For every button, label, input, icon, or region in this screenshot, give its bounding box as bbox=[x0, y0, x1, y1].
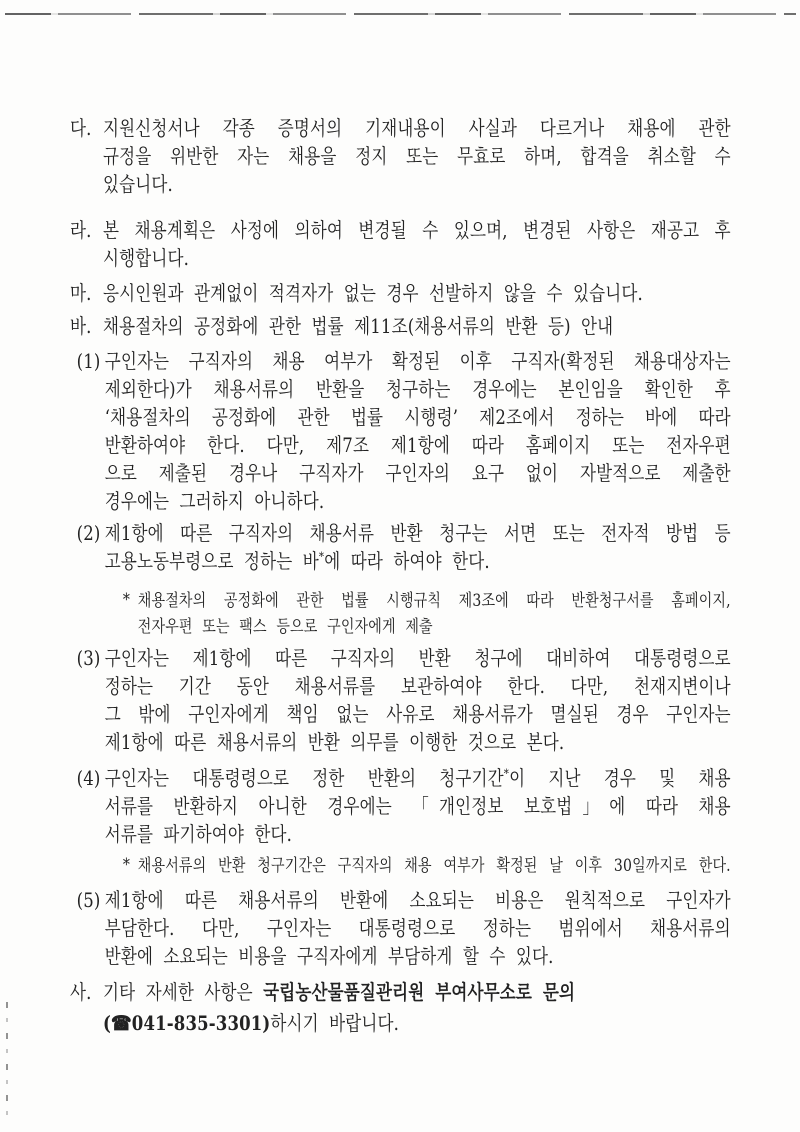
item-sub1-body bbox=[105, 347, 731, 515]
text-line: 채용서류의 반환 청구기간은 구직자의 채용 여부가 확정된 날 이후 30일까지로 한다. bbox=[137, 856, 731, 876]
item-ba-body bbox=[103, 312, 731, 340]
item-sub5-body bbox=[105, 886, 731, 970]
item-sub2-marker: (2) bbox=[76, 521, 101, 545]
text-line: 채용절차의 공정화에 관한 법률 시행규칙 제3조에 따라 반환청구서를 홈페이지, bbox=[137, 591, 731, 611]
text-line: 으로 제출된 경우나 구직자가 구인자의 요구 없이 자발적으로 제출한 bbox=[104, 461, 731, 485]
text-line: 제1항에 따른 채용서류의 반환 의무를 이행한 것으로 본다. bbox=[104, 730, 565, 754]
footnote-sub2-body bbox=[138, 588, 731, 640]
text-line: 경우에는 그러하지 아니하다. bbox=[104, 489, 325, 513]
scan-artifact-left-edge bbox=[6, 1002, 8, 1118]
item-sa-marker: 사. bbox=[70, 980, 92, 1004]
item-sub3-body bbox=[105, 644, 731, 756]
footnote-sub4-body bbox=[138, 853, 731, 879]
text-line: 부담한다. 다만, 구인자는 대통령령으로 정하는 범위에서 채용서류의 bbox=[104, 916, 731, 940]
text-run: 하시기 바랍니다. bbox=[270, 1011, 400, 1035]
item-sub2-body bbox=[105, 519, 731, 575]
item-sub4-marker: (4) bbox=[76, 766, 101, 790]
item-sa-body bbox=[103, 978, 731, 1037]
footnote-sub2-marker: * bbox=[122, 590, 131, 610]
text-line: 서류를 반환하지 아니한 경우에는 「개인정보 보호법」에 따라 채용 bbox=[104, 794, 731, 818]
text-line bbox=[105, 764, 731, 792]
item-da bbox=[70, 114, 731, 198]
item-da-body bbox=[103, 114, 731, 198]
office-name-bold: 국립농산물품질관리원 부여사무소로 문의 bbox=[263, 980, 576, 1004]
item-da-marker: 다. bbox=[70, 116, 92, 140]
text-line: 반환하여야 한다. 다만, 제7조 제1항에 따라 홈페이지 또는 전자우편 bbox=[104, 433, 731, 457]
item-sub5-marker: (5) bbox=[76, 888, 101, 912]
text-line: 채용절차의 공정화에 관한 법률 제11조(채용서류의 반환 등) 안내 bbox=[103, 314, 614, 338]
text-run: 에 따라 하여야 한다. bbox=[324, 549, 490, 573]
item-ra-marker: 라. bbox=[70, 218, 92, 242]
document-body bbox=[70, 114, 731, 1037]
item-ma bbox=[70, 279, 731, 307]
text-run: 구인자는 대통령령으로 정한 반환의 청구기간 bbox=[104, 766, 504, 790]
item-sub3 bbox=[70, 644, 731, 756]
item-sub2 bbox=[70, 519, 731, 575]
text-line: 규정을 위반한 자는 채용을 정지 또는 무효로 하며, 합격을 취소할 수 bbox=[103, 144, 731, 168]
text-run: 이 지난 경우 및 채용 bbox=[509, 766, 731, 790]
text-line: 지원신청서나 각종 증명서의 기재내용이 사실과 다르거나 채용에 관한 bbox=[103, 116, 731, 140]
scan-artifact-top-edge bbox=[5, 13, 796, 15]
item-ba-marker: 바. bbox=[70, 314, 92, 338]
text-run: 고용노동부령으로 정하는 바 bbox=[104, 549, 319, 573]
footnote-sub2 bbox=[70, 588, 731, 640]
text-line: 서류를 파기하여야 한다. bbox=[104, 822, 293, 846]
text-line bbox=[103, 978, 731, 1006]
footnote-asterisk: * bbox=[503, 765, 510, 781]
text-line: 구인자는 구직자의 채용 여부가 확정된 이후 구직자(확정된 채용대상자는 bbox=[104, 349, 731, 373]
item-ma-marker: 마. bbox=[70, 281, 92, 305]
text-line: 전자우편 또는 팩스 등으로 구인자에게 제출 bbox=[137, 617, 433, 637]
footnote-sub4-marker: * bbox=[122, 855, 131, 875]
text-line: 반환에 소요되는 비용을 구직자에게 부담하게 할 수 있다. bbox=[104, 944, 554, 968]
item-sub4 bbox=[70, 764, 731, 848]
item-ba bbox=[70, 312, 731, 340]
phone-text-line bbox=[103, 1009, 731, 1037]
item-ra bbox=[70, 216, 731, 272]
footnote-asterisk: * bbox=[318, 548, 325, 564]
phone-group bbox=[103, 1011, 270, 1035]
phone-number: 041-835-3301) bbox=[131, 1011, 271, 1035]
text-line: 구인자는 제1항에 따른 구직자의 반환 청구에 대비하여 대통령령으로 bbox=[104, 646, 731, 670]
text-line: 정하는 기간 동안 채용서류를 보관하여야 한다. 다만, 천재지변이나 bbox=[104, 674, 731, 698]
text-line: ‘채용절차의 공정화에 관한 법률 시행령’ 제2조에서 정하는 바에 따라 bbox=[104, 405, 731, 429]
text-line bbox=[105, 547, 731, 575]
item-ra-body bbox=[103, 216, 731, 272]
footnote-sub4 bbox=[70, 853, 731, 879]
item-sub1 bbox=[70, 347, 731, 515]
text-line: 본 채용계획은 사정에 의하여 변경될 수 있으며, 변경된 사항은 재공고 후 bbox=[103, 218, 731, 242]
text-line: 그 밖에 구인자에게 책임 없는 사유로 채용서류가 멸실된 경우 구인자는 bbox=[104, 702, 731, 726]
text-line: 있습니다. bbox=[103, 172, 173, 196]
item-sub3-marker: (3) bbox=[76, 646, 101, 670]
text-line: 제1항에 따른 채용서류의 반환에 소요되는 비용은 원칙적으로 구인자가 bbox=[104, 888, 731, 912]
item-sub4-body bbox=[105, 764, 731, 848]
text-line: 제외한다)가 채용서류의 반환을 청구하는 경우에는 본인임을 확인한 후 bbox=[104, 377, 731, 401]
item-sub1-marker: (1) bbox=[76, 349, 101, 373]
item-sa bbox=[70, 978, 731, 1037]
text-run: 기타 자세한 사항은 bbox=[103, 980, 264, 1004]
text-line: 응시인원과 관계없이 적격자가 없는 경우 선발하지 않을 수 있습니다. bbox=[103, 281, 643, 305]
text-line: 시행합니다. bbox=[103, 246, 190, 270]
item-sub5 bbox=[70, 886, 731, 970]
item-ma-body bbox=[103, 279, 731, 307]
phone-icon: ☎ bbox=[111, 1011, 132, 1035]
paren-open: ( bbox=[103, 1011, 112, 1035]
text-line: 제1항에 따른 구직자의 채용서류 반환 청구는 서면 또는 전자적 방법 등 bbox=[104, 521, 731, 545]
